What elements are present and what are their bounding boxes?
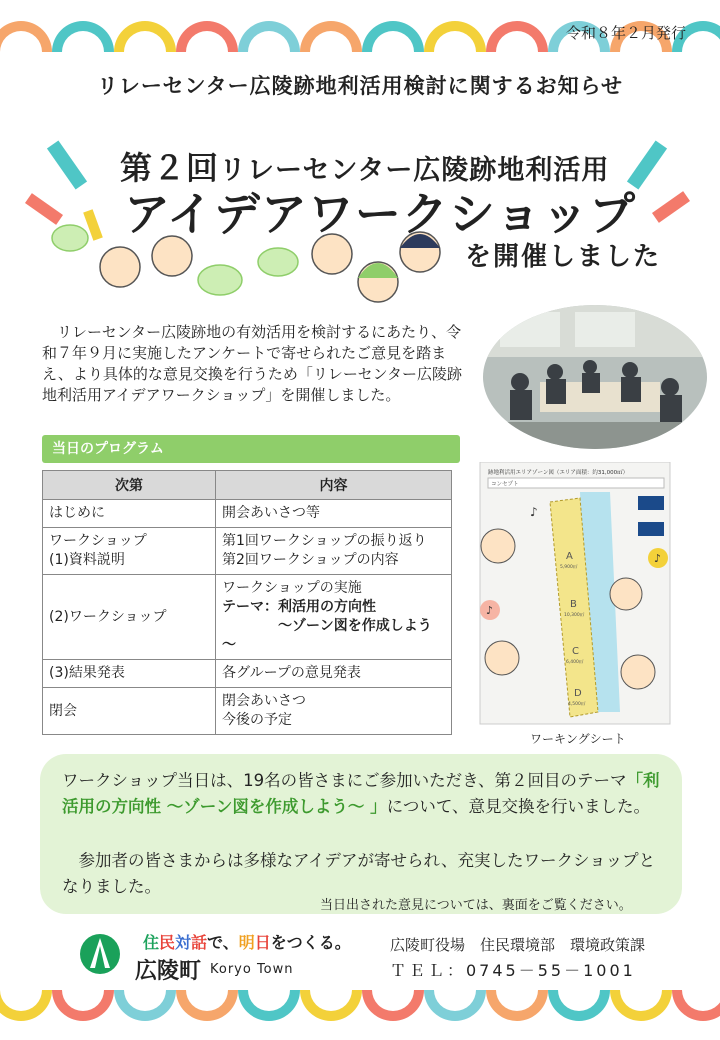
- scallop-wave: [0, 990, 52, 1021]
- bottom-scallop-border: [0, 990, 720, 1040]
- program-content: [216, 688, 452, 735]
- scallop-wave: [362, 990, 424, 1021]
- music-note-icon: ♪: [486, 604, 494, 617]
- program-row: [43, 660, 452, 688]
- workshop-title-line3: を開催しました: [465, 242, 662, 272]
- program-content-line: ～ゾーン図を作成しよう～: [222, 618, 432, 653]
- scallop-wave: [114, 990, 176, 1021]
- slogan-part: 話: [191, 933, 208, 952]
- scallop-wave: [0, 21, 52, 52]
- map-zone-a-area: 5,900㎡: [560, 565, 578, 570]
- scallop-wave: [52, 21, 114, 52]
- program-content: [216, 660, 452, 688]
- confetti-teal-left: [47, 141, 87, 190]
- program-content-line: 開会あいさつ等: [222, 505, 320, 521]
- workshop-title-line2: アイデアワークショップ: [124, 187, 636, 241]
- map-zone-b-label: B: [570, 599, 577, 610]
- summary-note: 当日出された意見については、裏面をご覧ください。: [320, 898, 632, 913]
- map-zone-d-area: 4,500㎡: [568, 702, 586, 707]
- scallop-wave: [238, 21, 300, 52]
- intro-paragraph: リレーセンター広陵跡地の有効活用を検討するにあたり、令和７年９月に実施したアンケートで寄せられたご意見を踏まえ、より具体的な意見交換を行うため「リレーセンター広陵跡地利活用アイデアワークショップ」を開催しました。: [42, 323, 463, 404]
- footer-department: 広陵町役場 住民環境部 環境政策課: [390, 936, 646, 954]
- program-content: [216, 575, 452, 660]
- slogan-part: 対: [175, 933, 192, 952]
- program-table: [42, 470, 452, 735]
- scallop-wave: [610, 990, 672, 1021]
- scallop-wave: [672, 990, 720, 1021]
- workshop-photo: [480, 302, 710, 452]
- map-zone-a-label: A: [566, 551, 573, 562]
- summary-p1-after: について、意見交換を行いました。: [386, 797, 651, 816]
- person-face-icon: [485, 641, 519, 675]
- program-item: (3)結果発表: [43, 660, 216, 688]
- workshop-title-rest: リレーセンター広陵跡地利活用: [219, 155, 610, 186]
- program-item: (2)ワークショップ: [43, 575, 216, 660]
- program-header-content: 内容: [216, 471, 452, 500]
- scallop-wave: [300, 21, 362, 52]
- footer-town-name: 広陵町: [135, 959, 202, 984]
- scallop-wave: [176, 990, 238, 1021]
- footer-town-name-en: Koryo Town: [210, 962, 294, 977]
- confetti-orange-right: [652, 191, 690, 223]
- slogan-part: 民: [159, 933, 176, 952]
- music-note-icon: ♪: [654, 552, 662, 565]
- music-note-icon: ♪: [530, 505, 538, 519]
- program-row: [43, 575, 452, 660]
- map-title: 跡地利活用エリアゾーン図（エリア面積：約31,000㎡）: [488, 470, 629, 476]
- summary-paragraph-1: [62, 768, 662, 820]
- scallop-wave: [52, 990, 114, 1021]
- scallop-wave: [114, 21, 176, 52]
- footer-tel: ＴＥＬ：0745－55－1001: [390, 961, 636, 980]
- scallop-wave: [176, 21, 238, 52]
- program-content: [216, 500, 452, 528]
- program-table-header-row: [43, 471, 452, 500]
- program-banner: 当日のプログラム: [42, 435, 460, 463]
- program-content-line: 第2回ワークショップの内容: [222, 552, 399, 568]
- program-content-line: 第1回ワークショップの振り返り: [222, 533, 427, 549]
- map-zone-c-area: 6,400㎡: [566, 660, 584, 665]
- notice-title: リレーセンター広陵跡地利活用検討に関するお知らせ: [96, 74, 624, 98]
- slogan-part: をつくる。: [270, 933, 351, 952]
- map-zone-c-label: C: [572, 646, 579, 657]
- summary-p1-before: ワークショップ当日は、19名の皆さまにご参加いただき、第２回目のテーマ: [62, 771, 627, 790]
- map-zone-d-label: D: [574, 688, 582, 699]
- summary-paragraph-2: 参加者の皆さまからは多様なアイデアが寄せられ、充実したワークショップとなりました。: [62, 851, 656, 896]
- worksheet-caption: ワーキングシート: [530, 732, 626, 746]
- summary-theme-highlight: 「利活用の方向性 ～ゾーン図を作成しよう～ 」: [62, 771, 660, 816]
- person-face-icon: [481, 529, 515, 563]
- footer-slogan: [143, 930, 351, 953]
- issue-date: 令和８年２月発行: [565, 24, 686, 42]
- program-content-line: 各グループの意見発表: [222, 665, 361, 681]
- scallop-wave: [424, 990, 486, 1021]
- program-row: [43, 500, 452, 528]
- program-content: [216, 528, 452, 575]
- scallop-wave: [486, 990, 548, 1021]
- program-row: [43, 528, 452, 575]
- program-content-line: 閉会あいさつ: [222, 693, 306, 709]
- slogan-part: 住: [143, 933, 160, 952]
- program-row: [43, 688, 452, 735]
- program-content-line: ワークショップの実施: [222, 580, 362, 596]
- map-zone-b-area: 10,300㎡: [564, 613, 585, 618]
- working-sheet-map: [460, 462, 710, 730]
- scallop-wave: [238, 990, 300, 1021]
- program-content-line: テーマ：利活用の方向性: [222, 599, 376, 615]
- confetti-orange-left: [25, 193, 63, 225]
- scallop-wave: [362, 21, 424, 52]
- person-face-icon: [610, 578, 642, 610]
- person-face-icon: [621, 655, 655, 689]
- scallop-wave: [548, 990, 610, 1021]
- workshop-title-number: 第２回: [120, 149, 220, 187]
- town-logo-icon: [78, 928, 138, 980]
- slogan-part: で、: [207, 933, 239, 952]
- slogan-part: 明: [238, 933, 255, 952]
- program-item: ワークショップ (1)資料説明: [43, 528, 216, 575]
- scallop-wave: [424, 21, 486, 52]
- scallop-wave: [486, 21, 548, 52]
- program-header-item: 次第: [43, 471, 216, 500]
- map-concept-label: コンセプト: [491, 481, 519, 488]
- program-content-line: 今後の予定: [222, 712, 292, 728]
- program-item: はじめに: [43, 500, 216, 528]
- slogan-part: 日: [254, 933, 271, 952]
- scallop-wave: [300, 990, 362, 1021]
- program-item: 閉会: [43, 688, 216, 735]
